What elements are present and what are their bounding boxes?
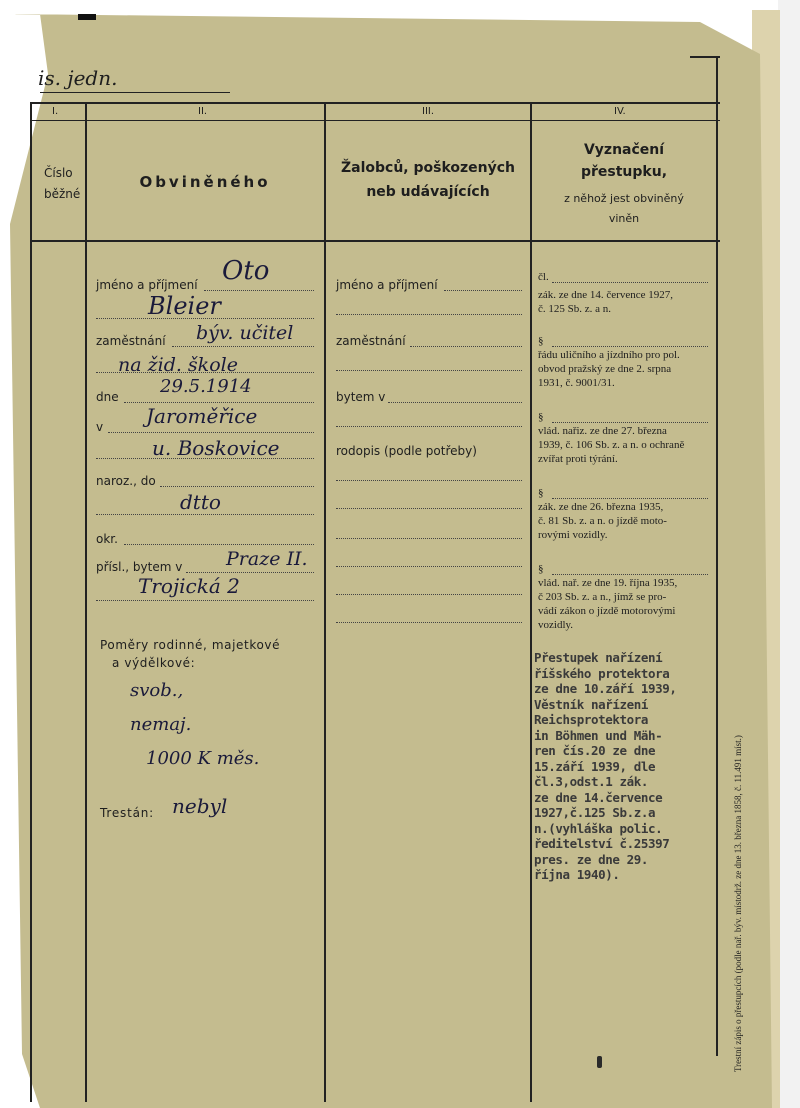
plaintiff-name-line [444,290,522,291]
accused-place-value-2: u. Boskovice [152,436,280,460]
ink-mark [597,1056,602,1068]
accused-occupation-line-2 [96,372,314,373]
plaintiff-line-f [336,622,522,623]
plaintiff-line-a [336,480,522,481]
accused-name-line [204,290,314,291]
accused-occupation-line [172,346,314,347]
background-strip [778,0,800,1108]
plaintiff-name-label: jméno a příjmení [336,278,438,292]
plaintiff-bio-label: rodopis (podle potřeby) [336,444,477,458]
accused-place-value-1: Jaroměřice [146,404,258,428]
plaintiff-line-d [336,566,522,567]
law-5-line [552,574,708,575]
plaintiff-residence-line-2 [336,426,522,427]
family-value-3: 1000 K měs. [146,748,260,769]
header-underline [40,92,230,93]
side-note: Trestní zápis o přestupcích (podle nař. býv. místodrž. ze dne 13. března 1858, č. 11.491 míst.) [733,735,743,1072]
accused-name-line-2 [96,318,314,319]
plaintiff-line-b [336,508,522,509]
accused-place-line-2 [96,458,314,459]
col-3-header-line2: neb udávajících [366,184,490,200]
law-5-text: vlád. nař. ze dne 19. října 1935, č 203 Sb. z. a n., jímž se pro- vádí zákon o jízdě motorovými vozidly. [538,577,678,631]
col-2-number: II. [198,106,208,117]
accused-place-label: v [96,420,104,434]
accused-date-value: 29.5.1914 [160,376,252,397]
col-4-header-line4: viněn [608,212,640,225]
accused-born-line [160,486,314,487]
col-1-number: I. [52,106,59,117]
accused-district-line [124,544,314,545]
law-5-mark: § [538,563,544,575]
plaintiff-occupation-label: zaměstnání [336,334,406,348]
law-2-line [552,346,708,347]
plaintiff-occupation-line [410,346,522,347]
family-label-1: Poměry rodinné, majetkové [100,638,281,652]
accused-residence-value-2: Trojická 2 [138,574,240,598]
col-2-header: Obviněného [139,173,271,191]
law-4-mark: § [538,487,544,499]
punished-value: nebyl [172,794,228,818]
accused-born-label: naroz., do [96,474,156,488]
accused-name-label: jméno a příjmení [96,278,198,292]
law-4-text: zák. ze dne 26. března 1935, č. 81 Sb. z. a n. o jízdě moto- rovými vozidly. [538,501,667,541]
corner-mark [78,14,96,20]
accused-born-value: dtto [180,490,221,514]
col-1-header-line1: Číslo [44,166,73,180]
law-2-mark: § [538,335,544,347]
law-3-mark: § [538,411,544,423]
table-right-border [716,56,718,1056]
col-4-number: IV. [614,106,626,117]
table-top-border [30,102,720,104]
law-3-line [552,422,708,423]
accused-residence-label: přísl., bytem v [96,560,183,574]
accused-born-line-2 [96,514,314,515]
accused-name-value-1: Oto [222,256,270,286]
col-4-header-line2: přestupku, [580,164,668,180]
accused-occupation-value-2: na žid. škole [118,354,238,376]
law-1-line [552,282,708,283]
accused-residence-value-1: Praze II. [226,548,308,570]
header-cis-jedn: is. jedn. [38,66,118,90]
law-4-line [552,498,708,499]
law-3-text: vlád. nařiz. ze dne 27. března 1939, č. 106 Sb. z. a n. o ochraně zvířat proti týrání. [538,425,685,465]
accused-place-line [108,432,314,433]
law-1-mark: čl. [538,271,549,283]
offence-stamp: Přestupek nařízení říšského protektora ze dne 10.září 1939, Věstník nařízení Reichsprotektora in Böhmen und Mäh- ren čís.20 ze dne 15.září 1939, dle čl.3,odst.1 zák. ze dne 14.července 1927,č.125 Sb.z.a n.(vyhláška polic. ředitelství č.25397 pres. ze dne 29. října 1940). [534,650,677,882]
table-left-border [30,102,32,1102]
plaintiff-occupation-line-2 [336,370,522,371]
family-value-2: nemaj. [130,714,192,735]
plaintiff-residence-line [388,402,522,403]
col-1-header-line2: běžné [44,187,81,201]
punished-label: Trestán: [100,806,154,820]
col-3-divider [530,102,532,1102]
family-value-1: svob., [130,680,184,701]
col-4-header-line1: Vyznačení [583,142,665,158]
accused-residence-line [186,572,314,573]
plaintiff-line-e [336,594,522,595]
family-label-2: a výdělkové: [112,656,196,670]
col-1-divider [85,102,87,1102]
col-4-header-line3: z něhož jest obviněný [564,192,684,205]
accused-date-line [124,402,314,403]
accused-date-label: dne [96,390,119,404]
table-header-border [30,240,720,242]
col-3-header-line1: Žalobců, poškozených [340,160,516,176]
table-number-row-border [30,120,720,121]
accused-district-label: okr. [96,532,118,546]
plaintiff-name-line-2 [336,314,522,315]
accused-residence-line-2 [96,600,314,601]
accused-name-value-2: Bleier [148,292,221,320]
plaintiff-residence-label: bytem v [336,390,386,404]
accused-occupation-label: zaměstnání [96,334,166,348]
col-2-divider [324,102,326,1102]
law-1-text: zák. ze dne 14. července 1927, č. 125 Sb. z. a n. [538,289,673,315]
law-2-text: řádu uličního a jízdního pro pol. obvod pražský ze dne 2. srpna 1931, č. 9001/31. [538,349,680,389]
accused-occupation-value-1: býv. učitel [196,322,294,344]
col-3-number: III. [422,106,435,117]
plaintiff-line-c [336,538,522,539]
